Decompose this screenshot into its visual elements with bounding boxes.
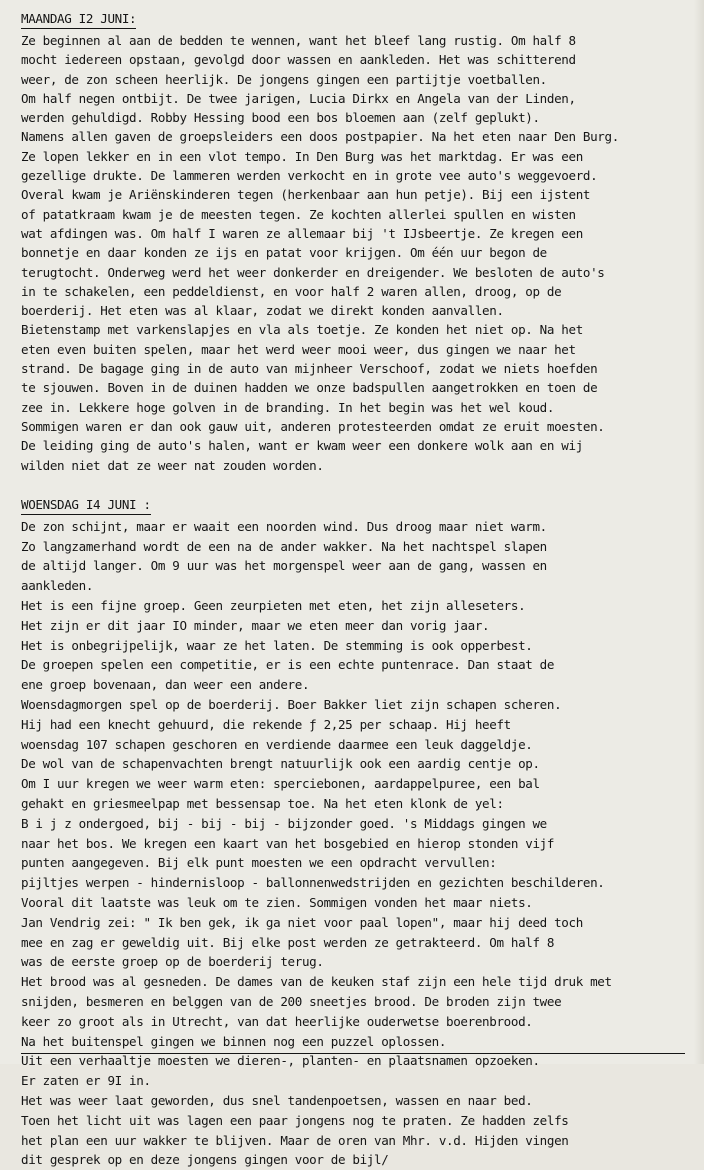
text-column xyxy=(21,9,693,1170)
text-line: boerderij. Het eten was al klaar, zodat we direkt konden aanvallen. xyxy=(21,303,504,319)
text-line: wilden niet dat ze weer nat zouden worden. xyxy=(21,457,324,473)
text-line: De leiding ging de auto's halen, want er kwam weer een donkere wolk aan en wij xyxy=(21,438,583,454)
text-line: te sjouwen. Boven in de duinen hadden we onze badspullen aangetrokken en toen de xyxy=(21,380,598,396)
text-line: De wol van de schapenvachten brengt natuurlijk ook een aardig centje op. xyxy=(21,756,540,772)
text-line: De zon schijnt, maar er waait een noorden wind. Dus droog maar niet warm. xyxy=(21,518,547,534)
section-maandag xyxy=(21,9,693,475)
text-line: Namens allen gaven de groepsleiders een doos postpapier. Na het eten naar Den Burg. xyxy=(21,129,619,145)
text-line: Het brood was al gesneden. De dames van de keuken staf zijn een hele tijd druk met xyxy=(21,974,612,990)
text-line: Zo langzamerhand wordt de een na de ander wakker. Na het nachtspel slapen xyxy=(21,538,547,554)
text-line: Om I uur kregen we weer warm eten: sperciebonen, aardappelpuree, een bal xyxy=(21,776,540,792)
text-line: was de eerste groep op de boerderij terug. xyxy=(21,954,324,970)
text-line: Het is een fijne groep. Geen zeurpieten met eten, het zijn alleseters. xyxy=(21,598,526,614)
text-line: aankleden. xyxy=(21,578,94,594)
text-line: weer, de zon scheen heerlijk. De jongens gingen een partijtje voetballen. xyxy=(21,71,547,87)
text-line: naar het bos. We kregen een kaart van het bosgebied en hierop stonden vijf xyxy=(21,835,555,851)
text-line: eten even buiten spelen, maar het werd weer mooi weer, dus gingen we naar het xyxy=(21,341,576,357)
text-line: strand. De bagage ging in de auto van mijnheer Verschoof, zodat we niets hoefden xyxy=(21,361,598,377)
text-line: mee en zag er geweldig uit. Bij elke post werden ze getrakteerd. Om half 8 xyxy=(21,934,555,950)
text-line: dit gesprek op en deze jongens gingen voor de bijl/ xyxy=(21,1152,389,1168)
section-heading: WOENSDAG I4 JUNI : xyxy=(21,495,151,515)
text-line: of patatkraam kwam je de meesten tegen. Ze kochten allerlei spullen en wisten xyxy=(21,206,576,222)
text-line: wat afdingen was. Om half I waren ze allemaar bij 't IJsbeertje. Ze kregen een xyxy=(21,225,583,241)
bottom-rule xyxy=(21,1053,685,1054)
section-body xyxy=(21,31,693,475)
text-line: De groepen spelen een competitie, er is een echte puntenrace. Dan staat de xyxy=(21,657,555,673)
section-woensdag xyxy=(21,495,693,1170)
text-line: Overal kwam je Ariënskinderen tegen (herkenbaar aan hun petje). Bij een ijstent xyxy=(21,187,591,203)
text-line: bonnetje en daar konden ze ijs en patat voor krijgen. Om één uur begon de xyxy=(21,245,547,261)
text-line: werden gehuldigd. Robby Hessing bood een bos bloemen aan (zelf geplukt). xyxy=(21,110,540,126)
text-line: punten aangegeven. Bij elk punt moesten we een opdracht vervullen: xyxy=(21,855,497,871)
text-line: Uit een verhaaltje moesten we dieren-, planten- en plaatsnamen opzoeken. xyxy=(21,1053,540,1069)
text-line: de altijd langer. Om 9 uur was het morgenspel weer aan de gang, wassen en xyxy=(21,558,547,574)
text-line: in te schakelen, een peddeldienst, en voor half 2 waren allen, droog, op de xyxy=(21,283,562,299)
text-line: Er zaten er 9I in. xyxy=(21,1073,151,1089)
text-line: Om half negen ontbijt. De twee jarigen, Lucia Dirkx en Angela van der Linden, xyxy=(21,90,576,106)
text-line: Ze beginnen al aan de bedden te wennen, want het bleef lang rustig. Om half 8 xyxy=(21,33,576,48)
text-line: Hij had een knecht gehuurd, die rekende ƒ 2,25 per schaap. Hij heeft xyxy=(21,716,511,732)
section-heading: MAANDAG I2 JUNI: xyxy=(21,9,136,29)
text-line: woensdag 107 schapen geschoren en verdiende daarmee een leuk daggeldje. xyxy=(21,736,533,752)
text-line: het plan een uur wakker te blijven. Maar de oren van Mhr. v.d. Hijden vingen xyxy=(21,1132,569,1148)
text-line: Sommigen waren er dan ook gauw uit, anderen protesteerden omdat ze eruit moesten. xyxy=(21,418,605,434)
page-edge-bleed xyxy=(694,0,704,1064)
text-line: Woensdagmorgen spel op de boerderij. Boer Bakker liet zijn schapen scheren. xyxy=(21,697,562,712)
text-line: terugtocht. Onderweg werd het weer donkerder en dreigender. We besloten de auto's xyxy=(21,264,605,280)
text-line: Jan Vendrig zei: " Ik ben gek, ik ga niet voor paal lopen", maar hij deed toch xyxy=(21,914,583,930)
text-line: Het zijn er dit jaar IO minder, maar we eten meer dan vorig jaar. xyxy=(21,617,490,633)
text-line: Het is onbegrijpelijk, waar ze het laten. De stemming is ook opperbest. xyxy=(21,637,533,653)
text-line: B i j z ondergoed, bij - bij - bij - bijzonder goed. 's Middags gingen we xyxy=(21,815,547,831)
text-line: keer zo groot als in Utrecht, van dat heerlijke ouderwetse boerenbrood. xyxy=(21,1013,533,1029)
text-line: Het was weer laat geworden, dus snel tandenpoetsen, wassen en naar bed. xyxy=(21,1092,533,1108)
text-line: ene groep bovenaan, dan weer een andere. xyxy=(21,677,310,693)
text-line: Toen het licht uit was lagen een paar jongens nog te praten. Ze hadden zelfs xyxy=(21,1112,569,1128)
text-line: zee in. Lekkere hoge golven in de branding. In het begin was het wel koud. xyxy=(21,399,555,415)
text-line: Bietenstamp met varkenslapjes en vla als toetje. Ze konden het niet op. Na het xyxy=(21,322,583,338)
text-line: pijltjes werpen - hindernisloop - ballonnenwedstrijden en gezichten beschilderen. xyxy=(21,875,605,891)
section-body xyxy=(21,517,693,1170)
text-line: Na het buitenspel gingen we binnen nog een puzzel oplossen. xyxy=(21,1033,447,1049)
text-line: Ze lopen lekker en in een vlot tempo. In Den Burg was het marktdag. Er was een xyxy=(21,148,583,164)
text-line: Vooral dit laatste was leuk om te zien. Sommigen vonden het maar niets. xyxy=(21,894,533,910)
text-line: gezellige drukte. De lammeren werden verkocht en in grote vee auto's weggevoerd. xyxy=(21,168,598,184)
text-line: mocht iedereen opstaan, gevolgd door wassen en aankleden. Het was schitterend xyxy=(21,52,576,68)
text-line: snijden, besmeren en belggen van de 200 sneetjes brood. De broden zijn twee xyxy=(21,993,562,1009)
text-line: gehakt en griesmeelpap met bessensap toe. Na het eten klonk de yel: xyxy=(21,795,504,811)
